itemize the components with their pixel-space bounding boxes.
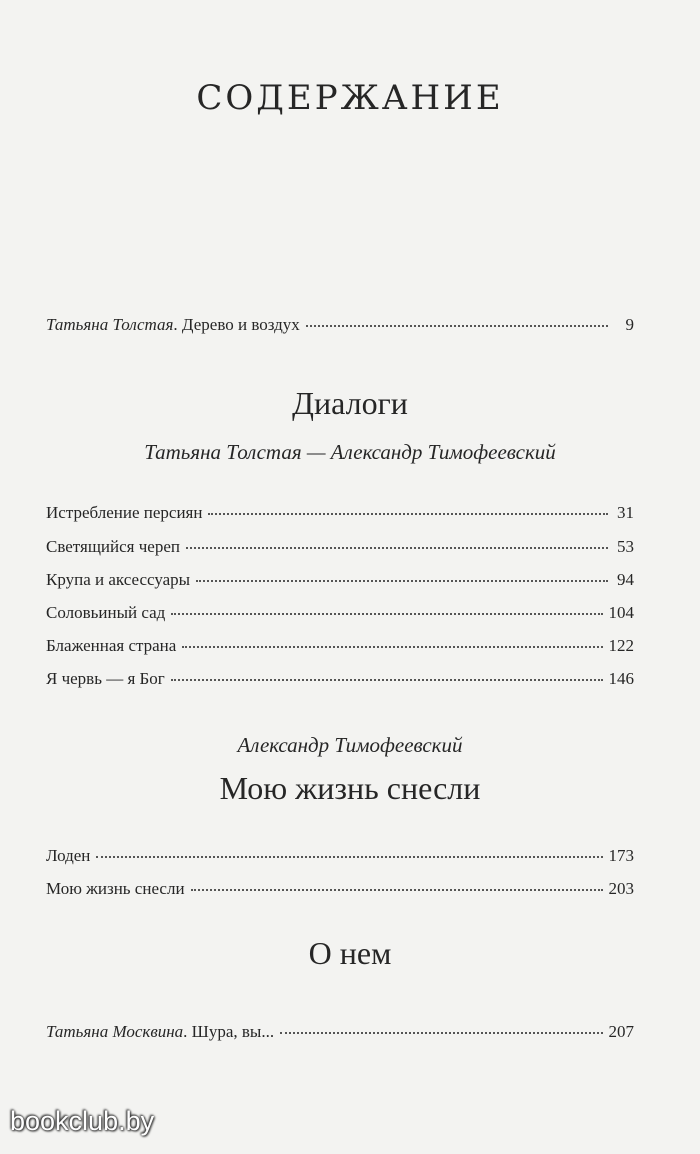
toc-entry-moskvina[interactable] <box>46 1022 634 1042</box>
section-heading-my-life: Мою жизнь снесли <box>219 770 481 806</box>
entry-page-number: 146 <box>608 669 634 688</box>
entry-page-number: 104 <box>608 603 634 622</box>
entry-title: Соловьиный сад <box>46 603 166 622</box>
toc-entry[interactable] <box>46 846 634 866</box>
entry-title: . Дерево и воздух <box>173 315 300 334</box>
entry-page-number: 53 <box>617 537 634 556</box>
toc-entry[interactable] <box>46 603 634 623</box>
section-heading-about-him: О нем <box>308 935 392 971</box>
dot-leader <box>171 613 602 615</box>
toc-entry-intro[interactable] <box>46 315 634 335</box>
dot-leader <box>208 513 608 515</box>
section-author-timofeevsky: Александр Тимофеевский <box>237 733 463 757</box>
entry-label <box>46 315 300 335</box>
dot-leader <box>186 547 608 549</box>
entry-page-number: 203 <box>608 879 634 898</box>
dot-leader <box>182 646 602 648</box>
entry-title: Крупа и аксессуары <box>46 570 191 589</box>
dot-leader <box>306 325 608 327</box>
entry-page-number: 31 <box>617 503 634 522</box>
page-title: СОДЕРЖАНИЕ <box>196 78 504 118</box>
dot-leader <box>196 580 608 582</box>
entry-title: Мою жизнь снесли <box>46 879 185 898</box>
entry-page-number: 9 <box>625 315 634 334</box>
entry-title: Истребление персиян <box>46 503 203 522</box>
entry-title: Лоден <box>46 846 91 865</box>
entry-page-number: 122 <box>608 636 634 655</box>
entry-page-number: 94 <box>617 570 634 589</box>
entry-title: Блаженная страна <box>46 636 177 655</box>
entry-author: Татьяна Толстая <box>46 315 174 334</box>
section-subtitle-dialogues: Татьяна Толстая — Александр Тимофеевский <box>144 440 556 464</box>
toc-entry[interactable] <box>46 636 634 656</box>
dot-leader <box>280 1032 602 1034</box>
entry-page-number: 173 <box>608 846 634 865</box>
watermark: bookclub.by <box>10 1106 155 1136</box>
dot-leader <box>171 679 603 681</box>
entry-title: . Шура, вы... <box>183 1022 275 1041</box>
toc-entry[interactable] <box>46 669 634 689</box>
entry-title: Светящийся череп <box>46 537 180 556</box>
toc-entry[interactable] <box>46 537 634 557</box>
entry-label <box>46 1022 274 1042</box>
dot-leader <box>191 889 603 891</box>
toc-entry[interactable] <box>46 879 634 899</box>
section-heading-dialogues: Диалоги <box>292 385 408 421</box>
entry-page-number: 207 <box>608 1022 634 1041</box>
toc-entry[interactable] <box>46 570 634 590</box>
dot-leader <box>96 856 602 858</box>
toc-entry[interactable] <box>46 503 634 523</box>
entry-title: Я червь — я Бог <box>46 669 165 688</box>
entry-author: Татьяна Москвина <box>46 1022 184 1041</box>
